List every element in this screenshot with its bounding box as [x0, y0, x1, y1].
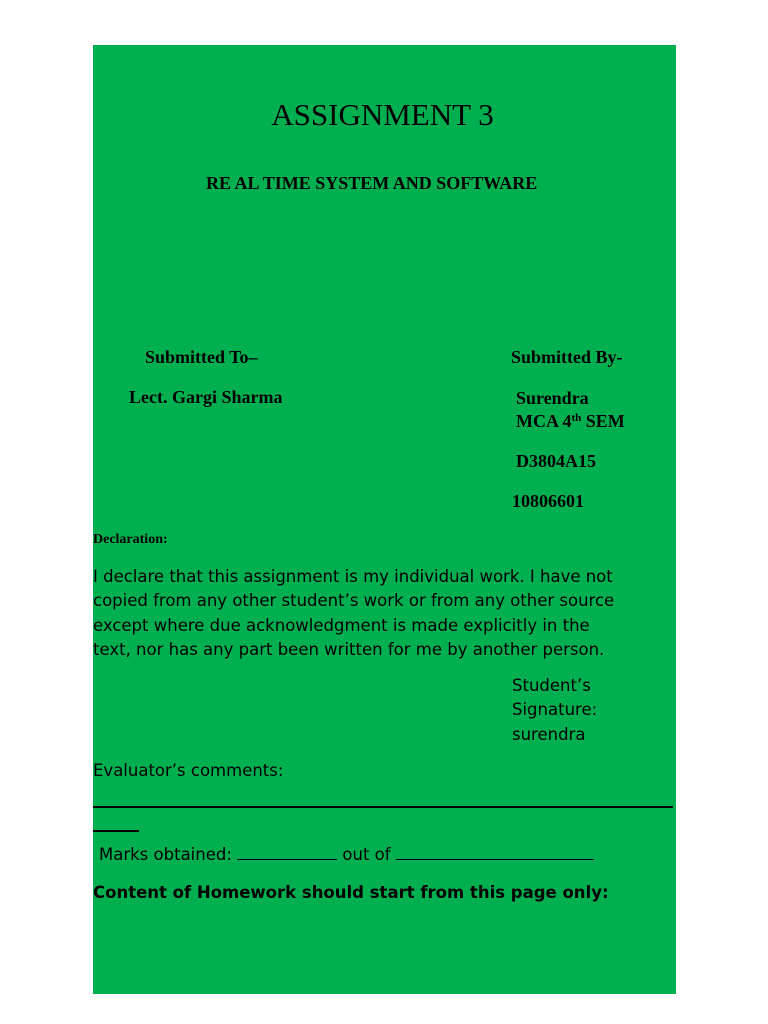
declaration-heading: Declaration: [93, 532, 168, 547]
page-title: ASSIGNMENT 3 [271, 97, 494, 132]
course-superscript: th [571, 412, 582, 424]
course-subtitle: RE AL TIME SYSTEM AND SOFTWARE [206, 173, 538, 193]
student-course [516, 411, 625, 432]
course-suffix: SEM [581, 411, 625, 431]
comments-line [93, 806, 673, 808]
student-signature-block [512, 674, 672, 747]
declaration-line: except where due acknowledgment is made explicitly in the [93, 615, 590, 635]
student-roll-number: 10806601 [512, 491, 584, 511]
assignment-cover-page [93, 45, 676, 994]
out-of-label: out of [342, 845, 391, 864]
content-start-note: Content of Homework should start from this page only: [93, 883, 609, 902]
marks-obtained-label: Marks obtained: [99, 845, 232, 864]
student-name: Surendra [516, 388, 589, 408]
marks-row [99, 845, 594, 864]
signature-value: surendra [512, 724, 586, 744]
declaration-line: I declare that this assignment is my individual work. I have not [93, 567, 613, 586]
marks-obtained-blank [237, 845, 337, 860]
course-prefix: MCA 4 [516, 411, 572, 431]
signature-label-line: Signature: [512, 700, 598, 720]
submitted-to-label: Submitted To– [145, 347, 258, 367]
comments-line-continuation [93, 830, 139, 832]
student-id: D3804A15 [516, 451, 596, 471]
declaration-line: text, nor has any part been written for me by another person. [93, 639, 605, 659]
submitted-by-label: Submitted By- [511, 347, 623, 367]
declaration-line: copied from any other student’s work or from any other source [93, 591, 615, 611]
evaluator-comments-label: Evaluator’s comments: [93, 761, 284, 780]
declaration-text [93, 565, 676, 662]
total-marks-blank [396, 845, 594, 860]
submitted-to-name: Lect. Gargi Sharma [129, 387, 283, 407]
signature-label-line: Student’s [512, 676, 591, 695]
